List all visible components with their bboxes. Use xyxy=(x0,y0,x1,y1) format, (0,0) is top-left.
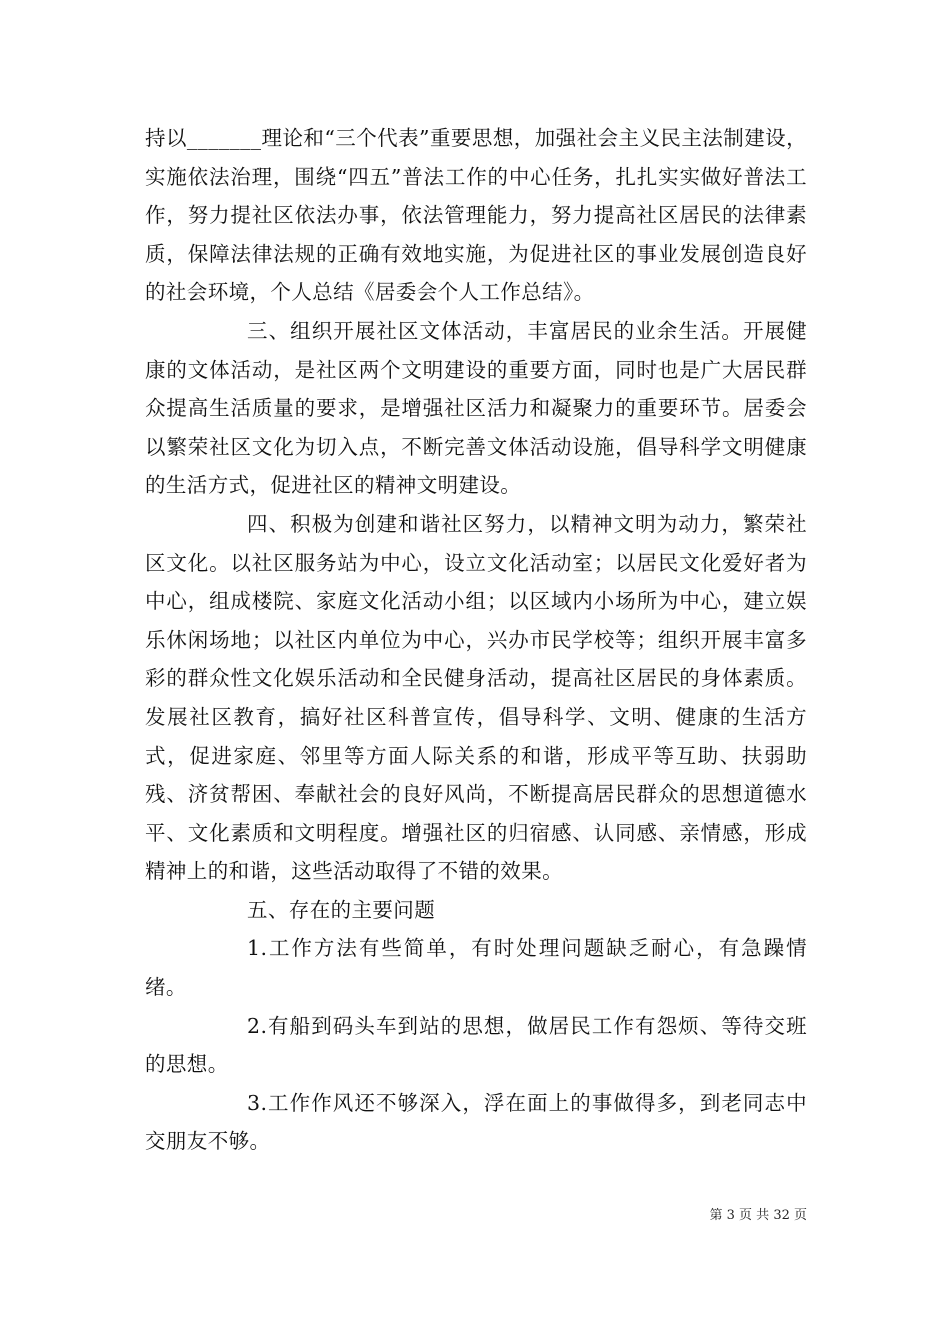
list-item-problem-1: 1.工作方法有些简单，有时处理问题缺乏耐心，有急躁情绪。 xyxy=(145,936,807,1000)
document-body xyxy=(145,119,807,1161)
list-item-problem-2: 2.有船到码头车到站的思想，做居民工作有怨烦、等待交班的思想。 xyxy=(145,1013,807,1077)
paragraph-continuation: 持以_______理论和“三个代表”重要思想，加强社会主义民主法制建设，实施依法治理，围绕“四五”普法工作的中心任务，扎扎实实做好普法工作，努力提社区依法办事，依法管理能力，努力提高社区居民的法律素质，保障法律法规的正确有效地实施，为促进社区的事业发展创造良好的社会环境，个人总结《居委会个人工作总结》。 xyxy=(145,126,807,305)
heading-section-five: 五、存在的主要问题 xyxy=(247,897,436,922)
paragraph-section-three: 三、组织开展社区文体活动，丰富居民的业余生活。开展健康的文体活动，是社区两个文明建设的重要方面，同时也是广大居民群众提高生活质量的要求，是增强社区活力和凝聚力的重要环节。居委会以繁荣社区文化为切入点，不断完善文体活动设施，倡导科学文明健康的生活方式，促进社区的精神文明建设。 xyxy=(145,318,807,498)
page-number: 第 3 页 共 32 页 xyxy=(709,1208,807,1223)
list-item-problem-3: 3.工作作风还不够深入，浮在面上的事做得多，到老同志中交朋友不够。 xyxy=(145,1090,807,1154)
paragraph-section-four: 四、积极为创建和谐社区努力，以精神文明为动力，繁荣社区文化。以社区服务站为中心，设立文化活动室；以居民文化爱好者为中心，组成楼院、家庭文化活动小组；以区域内小场所为中心，建立娱乐休闲场地；以社区内单位为中心，兴办市民学校等；组织开展丰富多彩的群众性文化娱乐活动和全民健身活动，提高社区居民的身体素质。发展社区教育，搞好社区科普宣传，倡导科学、文明、健康的生活方式，促进家庭、邻里等方面人际关系的和谐，形成平等互助、扶弱助残、济贫帮困、奉献社会的良好风尚，不断提高居民群众的思想道德水平、文化素质和文明程度。增强社区的归宿感、认同感、亲情感，形成精神上的和谐，这些活动取得了不错的效果。 xyxy=(145,511,807,884)
